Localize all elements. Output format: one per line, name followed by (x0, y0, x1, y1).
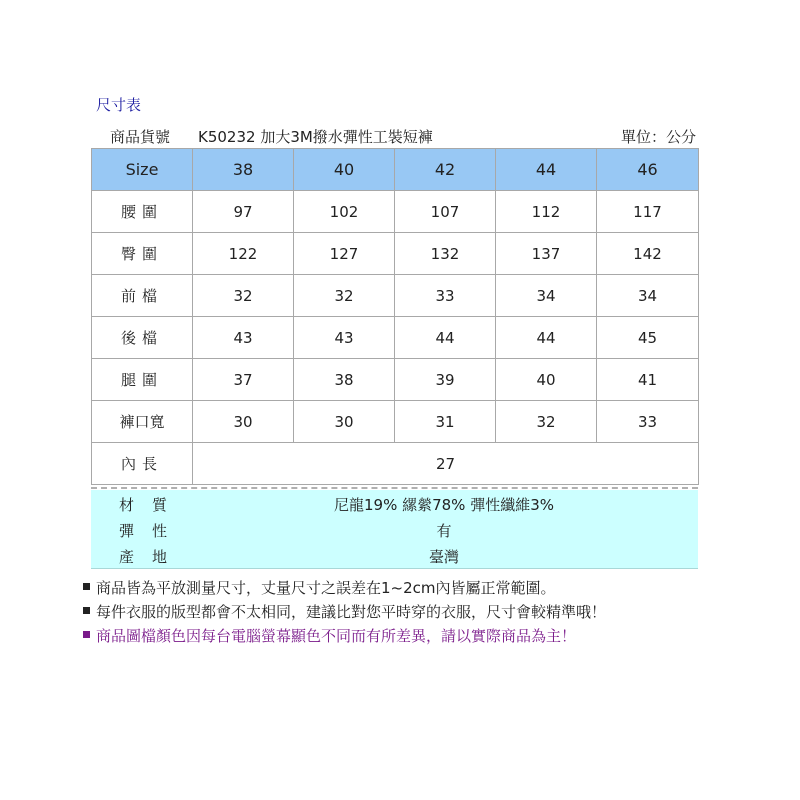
row-label-thigh: 腿圍 (92, 359, 193, 401)
row-label-front-rise: 前檔 (92, 275, 193, 317)
material-row-fabric (91, 490, 698, 516)
table-cell: 30 (294, 401, 395, 443)
table-cell: 32 (294, 275, 395, 317)
table-cell: 44 (395, 317, 496, 359)
table-cell: 102 (294, 191, 395, 233)
table-row (92, 275, 699, 317)
size-table (91, 148, 699, 485)
table-cell: 45 (597, 317, 699, 359)
table-cell: 32 (496, 401, 597, 443)
table-cell: 137 (496, 233, 597, 275)
header-cell: 46 (597, 149, 699, 191)
table-cell: 107 (395, 191, 496, 233)
notes-list (83, 576, 606, 648)
elastic-value: 有 (436, 522, 452, 540)
table-cell: 34 (496, 275, 597, 317)
table-row (92, 359, 699, 401)
table-cell: 41 (597, 359, 699, 401)
table-row (92, 401, 699, 443)
header-cell: 38 (193, 149, 294, 191)
table-cell: 33 (395, 275, 496, 317)
table-cell: 132 (395, 233, 496, 275)
fabric-label: 材質 (119, 496, 186, 514)
table-cell: 122 (193, 233, 294, 275)
unit-label: 單位：公分 (620, 128, 696, 146)
table-row (92, 317, 699, 359)
header-cell: 44 (496, 149, 597, 191)
note-text: 每件衣服的版型都會不太相同，建議比對您平時穿的衣服，尺寸會較精準哦！ (96, 603, 607, 621)
row-label-leg-opening: 褲口寬 (92, 401, 193, 443)
product-info-row (92, 124, 698, 146)
table-cell: 43 (193, 317, 294, 359)
material-box (91, 490, 698, 569)
table-cell: 44 (496, 317, 597, 359)
header-cell: 42 (395, 149, 496, 191)
table-cell: 34 (597, 275, 699, 317)
product-number-label: 商品貨號 (110, 128, 171, 146)
table-cell: 97 (193, 191, 294, 233)
row-label-inseam: 內長 (92, 443, 193, 485)
note-text: 商品圖檔顏色因每台電腦螢幕顯色不同而有所差異，請以實際商品為主！ (96, 627, 577, 645)
table-cell: 32 (193, 275, 294, 317)
table-cell: 43 (294, 317, 395, 359)
table-cell: 40 (496, 359, 597, 401)
material-row-elastic (91, 516, 698, 542)
table-row (92, 443, 699, 485)
table-cell: 127 (294, 233, 395, 275)
table-cell: 142 (597, 233, 699, 275)
header-row (92, 149, 699, 191)
header-cell: 40 (294, 149, 395, 191)
row-label-hip: 臀圍 (92, 233, 193, 275)
table-cell: 31 (395, 401, 496, 443)
product-name: K50232 加大3M撥水彈性工裝短褲 (198, 128, 433, 146)
row-label-back-rise: 後檔 (92, 317, 193, 359)
fabric-value: 尼龍19% 縲縈78% 彈性纖維3% (333, 496, 554, 514)
note-item (83, 624, 606, 648)
row-label-waist: 腰圍 (92, 191, 193, 233)
note-item (83, 576, 606, 600)
table-cell: 38 (294, 359, 395, 401)
origin-value: 臺灣 (428, 548, 459, 566)
table-cell: 39 (395, 359, 496, 401)
bullet-icon (83, 583, 90, 590)
table-cell: 37 (193, 359, 294, 401)
origin-label: 產地 (119, 548, 186, 566)
bullet-icon (83, 631, 90, 638)
table-cell: 112 (496, 191, 597, 233)
table-cell: 33 (597, 401, 699, 443)
table-row (92, 191, 699, 233)
material-row-origin (91, 542, 698, 568)
table-cell: 30 (193, 401, 294, 443)
table-row (92, 233, 699, 275)
page-title: 尺寸表 (96, 96, 142, 114)
inseam-value: 27 (193, 443, 699, 485)
note-text: 商品皆為平放測量尺寸，丈量尺寸之誤差在1~2cm內皆屬正常範圍。 (96, 579, 556, 597)
dashed-divider (91, 487, 698, 489)
elastic-label: 彈性 (119, 522, 186, 540)
bullet-icon (83, 607, 90, 614)
header-cell-size: Size (92, 149, 193, 191)
table-cell: 117 (597, 191, 699, 233)
note-item (83, 600, 606, 624)
